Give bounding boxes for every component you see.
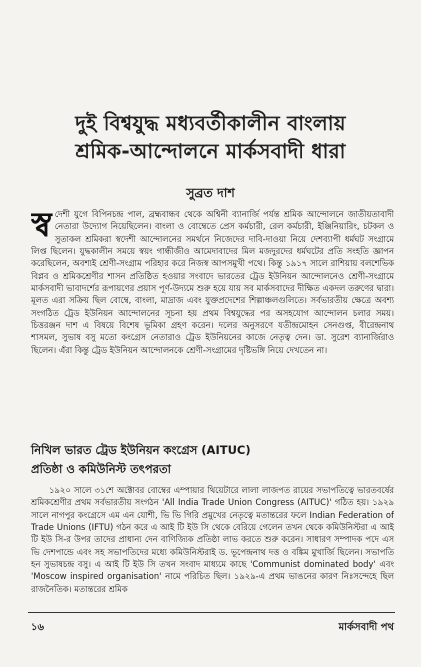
intro-paragraph-text: দেশী যুগে বিপিনচন্দ্র পাল, ব্রহ্মবান্ধব থেকে অশ্বিনী ব্যানার্জি পর্যন্ত শ্রমিক আন্দোলনে জাতীয়তাবাদী নেতারা উদ্যোগ নিয়েছিলেন। বাংলা ও বোম্বেতে প্রেস কর্মচারী, রেল কর্মচারী, ইঞ্জিনিয়ারিং, চটকল ও সুতাকল শ্রমিকরা স্বদেশী আন্দোলনের সমর্থনে নিজেদের দাবি-দাওয়া নিয়ে দেশব্যাপী ধর্মঘট সংগ্রামে লিপ্ত ছিলেন। যুদ্ধকালীন সময়ে স্বয়ং গান্ধীজীও আমেদাবাদের মিল মজদুরদের ধর্মঘটের প্রতি সংহতি জ্ঞাপন করেছিলেন, অবশ্যই শ্রেণী-সংগ্রাম পরিহার করে নিজস্ব আপসমুখী পথে। কিন্তু ১৯১৭ সালে রাশিয়ায় বলশেভিক বিপ্লব ও শ্রমিকশ্রেণীর শাসন প্রতিষ্ঠিত হওয়ার সংবাদে ভারতের ট্রেড ইউনিয়ন আন্দোলনেও শ্রেণী-সংগ্রামে মার্কসবাদী ভাবাদর্শের রূপায়ণের প্রয়াস পূর্ণ-উদ্যমে শুরু হয়ে যায় সব মার্কসবাদের দীক্ষিত একদল তরুণের দ্বারা। মূলত এরা সক্রিয় ছিল বোম্বে, বাংলা, মাদ্রাজ এবং যুক্তপ্রদেশের শিল্পাঞ্চলগুলিতে। সর্বভারতীয় ক্ষেত্রে অবশ্য সংগঠিত ট্রেড ইউনিয়ন আন্দোলনের সূচনা হয় প্রথম বিশ্বযুদ্ধের পর অসহযোগ আন্দোলন চলার সময়। চিত্তরঞ্জন দাশ এ বিষয়ে বিশেষ ভূমিকা গ্রহণ করেন। দলের অনুসরণে যতীন্দ্রমোহন সেনগুপ্ত, বীরেন্দ্রনাথ শাসমল, সুভাষ বসু মতো কংগ্রেস নেতারাও ট্রেড ইউনিয়নের কাজে নেতৃত্ব দেন। ডা. সুরেশ ব্যানার্জিরাও ছিলেন। এঁরা কিন্তু ট্রেড ইউনিয়ন আন্দোলনকে শ্রেণী-সংগ্রামের দৃষ্টিভঙ্গি নিয়ে দেখতেন না। [31, 209, 394, 355]
article-title-line-1: দুই বিশ্বযুদ্ধ মধ্যবর্তীকালীন বাংলায় [75, 111, 346, 135]
intro-paragraph [31, 208, 394, 433]
page-number: ১৬ [31, 622, 44, 633]
subsection-heading: প্রতিষ্ঠা ও কমিউনিস্ট তৎপরতা [31, 462, 171, 476]
running-title: মার্কসবাদী পথ [338, 622, 394, 633]
page-footer [31, 620, 394, 634]
author-name: সুব্রত দাশ [186, 185, 235, 200]
article-title-line-2: শ্রমিক-আন্দোলনে মার্কসবাদী ধারা [75, 139, 346, 163]
drop-cap: স্ব [31, 208, 52, 245]
section-paragraph: ১৯২০ সালে ৩১শে অক্টোবর বোম্বের এম্পায়ার থিয়েটারে লালা লাজপত রায়ের সভাপতিত্বে ভারতবর্ষের শ্রমিকশ্রেণীর প্রথম সর্বভারতীয় সংগঠন 'All India Trade Union Congress (AITUC)' গঠিত হয়। ১৯২৯ সালে নাগপুর কংগ্রেসে এম এন যোশী, ভি ভি গিরি প্রমুখের নেতৃত্বে মতান্তরের ফলে Indian Federation of Trade Unions (IFTU) গঠন করে এ আই টি ইউ সি থেকে বেরিয়ে গেলেন তখন থেকে কমিউনিস্টরা এ আই টি ইউ সি-র উপর তাদের প্রাধান্য দেন বাণিজ্যিক প্রতিষ্ঠা লাভ করতে শুরু করেন। সাধারণ সম্পাদক পদে এস ভি দেশপান্ডে এবং সহ সভাপতিদের মধ্যে কমিউনিস্টরাই ড. ভূপেন্দ্রনাথ দত্ত ও বঙ্কিম মুখার্জি ছিলেন। সভাপতি হন সুভাষচন্দ্র বসু। এ আই টি ইউ সি তখন সংবাদ মাধ্যমে কাছে 'Communist dominated body' এবং 'Moscow inspired organisation' নামে পরিচিত ছিল। ১৯২৯-এ প্রথম ভাঙনের কারণ নিঃসন্দেহে ছিল রাজনৈতিক। মতান্তরের শ্রমিক [31, 485, 394, 594]
footer-rule [28, 612, 395, 613]
section-heading: নিখিল ভারত ট্রেড ইউনিয়ন কংগ্রেস (AITUC) [31, 443, 251, 457]
